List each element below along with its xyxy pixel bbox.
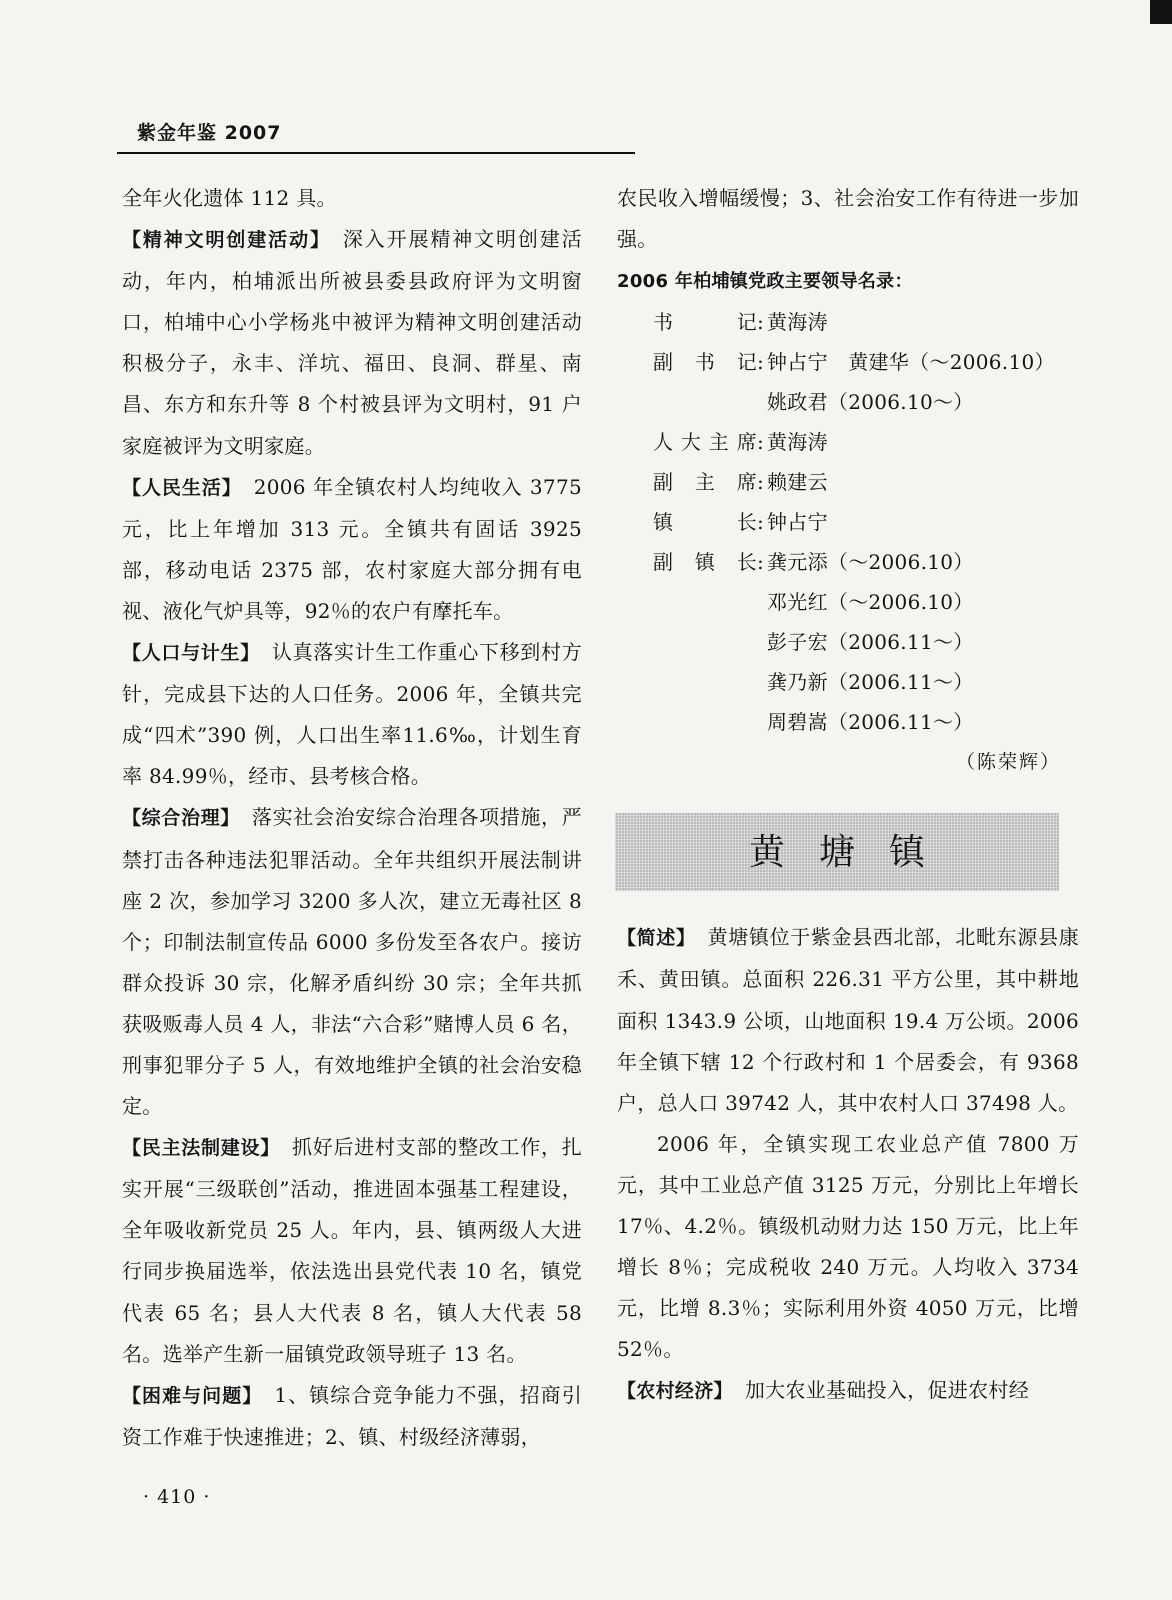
- scan-corner-mark: [1150, 0, 1172, 24]
- leader-row: 副书记 : 钟占宁 黄建华（～2006.10）: [653, 342, 1079, 382]
- leader-row: 副主席 : 赖建云: [653, 462, 1079, 502]
- paragraph-text: 全年火化遗体 112 具。: [122, 186, 337, 210]
- section-heading: 【困难与问题】: [122, 1384, 263, 1407]
- leader-names: 黄海涛: [767, 310, 828, 335]
- leader-role: 书记: [653, 310, 757, 335]
- section-heading: 【人口与计生】: [122, 642, 260, 665]
- paragraph-text: 2006 年，全镇实现工农业总产值 7800 万元，其中工业总产值 3125 万元，分别比上年增长 17％、4.2％。镇级机动财力达 150 万元，比上年增长 8％；完成税收 240 万元。人均收入 3734 元，比增 8.3％；实际利用外资 4050 万元，比增 52％。: [617, 1131, 1079, 1362]
- paragraph-text: 抓好后进村支部的整改工作，扎实开展“三级联创”活动，推进固本强基工程建设，全年吸收新党员 25 人。年内，县、镇两级人大进行同步换届选举，依法选出县党代表 10 名，镇党代表 65 名；县人大代表 8 名，镇人大代表 58 名。选举产生新一届镇党政领导班子 13 名。: [122, 1135, 582, 1366]
- paragraph-text: 深入开展精神文明创建活动，年内，柏埔派出所被县委县政府评为文明窗口，柏埔中心小学杨兆中被评为精神文明创建活动积极分子，永丰、洋坑、福田、良洞、群星、南昌、东方和东升等 8 个村被县评为文明村，91 户家庭被评为文明家庭。: [122, 227, 582, 458]
- paragraph-text: 农民收入增幅缓慢；3、社会治安工作有待进一步加强。: [617, 186, 1079, 252]
- leader-name: 龚乃新（2006.11～）: [767, 670, 974, 695]
- header-rule: [117, 152, 635, 154]
- paragraph: [617, 1370, 1079, 1412]
- leader-row: 人大主席 : 黄海涛: [653, 422, 1079, 462]
- paragraph-text: 黄塘镇位于紫金县西北部，北毗东源县康禾、黄田镇。总面积 226.31 平方公里，其中耕地面积 1343.9 公顷，山地面积 19.4 万公顷。2006 年全镇下辖 12 个行政村和 1 个居委会，有 9368 户，总人口 39742 人，其中农村人口 37498 人。: [617, 925, 1079, 1115]
- section-heading: 【精神文明创建活动】: [122, 229, 331, 252]
- leader-role: 副镇长: [653, 550, 757, 575]
- leader-list: [617, 302, 1079, 742]
- paragraph: [122, 219, 582, 467]
- leader-names: 钟占宁 黄建华（～2006.10）: [767, 350, 1055, 375]
- leader-name: 邓光红（～2006.10）: [767, 590, 974, 615]
- right-column: [617, 178, 1079, 1413]
- leader-names: 赖建云: [767, 470, 828, 495]
- paragraph-text: 加大农业基础投入，促进农村经: [744, 1378, 1030, 1403]
- paragraph: [122, 467, 582, 632]
- paragraph-text: 2006 年全镇农村人均纯收入 3775 元，比上年增加 313 元。全镇共有固话 3925 部，移动电话 2375 部，农村家庭大部分拥有电视、液化气炉具等，92％的农户有摩托车。: [122, 474, 582, 623]
- section-banner: [615, 813, 1059, 891]
- paragraph-text: 认真落实计生工作重心下移到村方针，完成县下达的人口任务。2006 年，全镇共完成“四术”390 例，人口出生率11.6‰，计划生育率 84.99％，经市、县考核合格。: [122, 640, 582, 789]
- paragraph: [122, 797, 582, 1127]
- leader-row: 副镇长 : 龚元添（～2006.10）: [653, 542, 1079, 582]
- leader-row: 书记 : 黄海涛: [653, 302, 1079, 342]
- paragraph-text: 1、镇综合竞争能力不强，招商引资工作难于快速推进；2、镇、村级经济薄弱，: [122, 1382, 582, 1449]
- leader-name: 周碧嵩（2006.11～）: [767, 710, 974, 735]
- paragraph: [122, 632, 582, 797]
- section-heading: 【人民生活】: [122, 476, 242, 499]
- section-title: 黄塘镇: [748, 831, 959, 873]
- leader-names: 黄海涛: [767, 430, 828, 455]
- leader-role: 人大主席: [653, 430, 757, 455]
- leader-names: 龚元添（～2006.10）: [767, 550, 974, 575]
- section-heading: 【综合治理】: [122, 807, 240, 830]
- paragraph: [122, 1375, 582, 1458]
- section-heading: 【简述】: [617, 927, 696, 950]
- paragraph: [617, 917, 1079, 1123]
- left-column: [122, 178, 582, 1458]
- leader-role: 副书记: [653, 350, 757, 375]
- leader-names: 钟占宁: [767, 510, 828, 535]
- paragraph-text: 落实社会治安综合治理各项措施，严禁打击各种违法犯罪活动。全年共组织开展法制讲座 2 次，参加学习 3200 多人次，建立无毒社区 8 个；印制法制宣传品 6000 多份发至各农户。接访群众投诉 30 宗，化解矛盾纠纷 30 宗；全年共抓获吸贩毒人员 4 人，非法“六合彩”赌博人员 6 名，刑事犯罪分子 5 人，有效地维护全镇的社会治安稳定。: [122, 805, 582, 1119]
- leader-list-title: 2006 年柏埔镇党政主要领导名录：: [617, 271, 913, 293]
- paragraph: [122, 178, 582, 219]
- leader-name: 姚政君（2006.10～）: [767, 390, 974, 415]
- paragraph: [122, 1127, 582, 1375]
- leader-row: 镇长 : 钟占宁: [653, 502, 1079, 542]
- running-header: 紫金年鉴 2007: [137, 122, 282, 144]
- section-heading: 【农村经济】: [617, 1380, 733, 1403]
- leader-role: 镇长: [653, 510, 757, 535]
- section-heading: 【民主法制建设】: [122, 1137, 280, 1160]
- paragraph: [617, 1124, 1079, 1371]
- leader-role: 副主席: [653, 470, 757, 495]
- paragraph: [617, 178, 1079, 260]
- author-credit: （陈荣辉）: [955, 751, 1061, 774]
- page-number: · 410 ·: [143, 1486, 211, 1508]
- leader-name: 彭子宏（2006.11～）: [767, 630, 974, 655]
